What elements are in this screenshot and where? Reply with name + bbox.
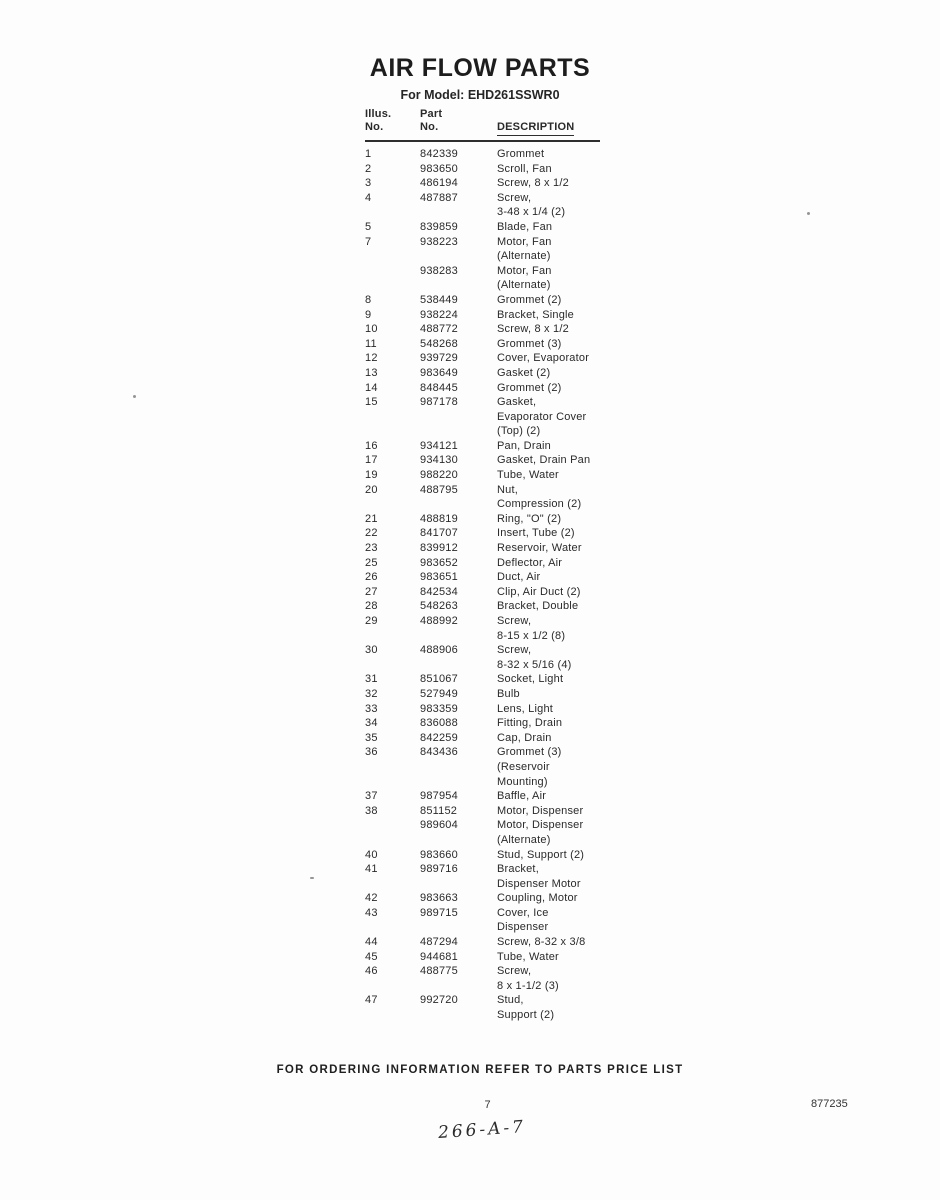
scan-speck	[310, 877, 314, 879]
description-cell	[497, 906, 600, 935]
illus-no-cell	[365, 264, 420, 293]
header-illus-line1: Illus.	[365, 108, 392, 120]
description-line: Ring, "O" (2)	[497, 512, 562, 525]
part-no-cell: 983359	[420, 702, 458, 715]
table-row	[365, 891, 600, 906]
table-row	[365, 906, 600, 935]
illus-no-cell: 45	[365, 950, 378, 963]
table-row	[365, 337, 600, 352]
part-no-cell: 842259	[420, 731, 458, 744]
header-description-label: DESCRIPTION	[497, 121, 574, 136]
description-line: Gasket (2)	[497, 366, 551, 379]
description-cell	[497, 191, 600, 220]
table-row	[365, 862, 600, 891]
illus-no-cell: 8	[365, 293, 372, 306]
table-row	[365, 162, 600, 177]
part-no-cell: 983650	[420, 162, 458, 175]
handwritten-note: 266-A-7	[437, 1116, 527, 1144]
description-line: Gasket, Drain Pan	[497, 454, 591, 467]
description-line: 8 x 1-1/2 (3)	[497, 979, 559, 992]
table-row	[365, 453, 600, 468]
table-row	[365, 483, 600, 512]
part-no-cell: 488772	[420, 323, 458, 336]
description-cell	[497, 993, 600, 1022]
table-row	[365, 293, 600, 308]
illus-no-cell: 26	[365, 571, 378, 584]
part-no-cell: 548263	[420, 600, 458, 613]
header-part-line2: No.	[420, 121, 439, 133]
illus-no-cell: 11	[365, 337, 377, 350]
illus-no-cell: 22	[365, 527, 378, 540]
table-row	[365, 789, 600, 804]
illus-no-cell: 42	[365, 892, 378, 905]
table-row	[365, 570, 600, 585]
table-row	[365, 848, 600, 863]
description-cell	[497, 541, 600, 556]
description-line: Screw,	[497, 965, 532, 978]
description-cell	[497, 672, 600, 687]
description-line: Reservoir, Water	[497, 542, 582, 555]
description-cell	[497, 308, 600, 323]
table-row	[365, 950, 600, 965]
description-line: Tube, Water	[497, 469, 559, 482]
description-cell	[497, 804, 600, 819]
part-no-cell: 848445	[420, 381, 458, 394]
description-line: Grommet (3)	[497, 746, 562, 759]
description-line: Deflector, Air	[497, 556, 563, 569]
header-part-line1: Part	[420, 108, 443, 120]
part-no-cell: 992720	[420, 994, 458, 1007]
header-illus-line2: No.	[365, 121, 384, 133]
description-line: 8-15 x 1/2 (8)	[497, 629, 566, 642]
description-line: Motor, Dispenser	[497, 819, 584, 832]
illus-no-cell: 5	[365, 220, 372, 233]
description-cell	[497, 862, 600, 891]
table-row	[365, 556, 600, 571]
part-no-cell: 487887	[420, 191, 458, 204]
illus-no-cell: 20	[365, 483, 378, 496]
scan-speck	[133, 395, 136, 398]
table-row	[365, 585, 600, 600]
illus-no-cell: 15	[365, 396, 378, 409]
description-cell	[497, 614, 600, 643]
description-cell	[497, 731, 600, 746]
illus-no-cell: 12	[365, 352, 378, 365]
table-row	[365, 322, 600, 337]
description-line: Dispenser	[497, 921, 549, 934]
description-line: Scroll, Fan	[497, 162, 552, 175]
description-cell	[497, 526, 600, 541]
illus-no-cell: 19	[365, 469, 378, 482]
part-no-cell: 488819	[420, 512, 458, 525]
description-line: Clip, Air Duct (2)	[497, 585, 581, 598]
table-row	[365, 351, 600, 366]
description-line: Cap, Drain	[497, 731, 552, 744]
table-row	[365, 468, 600, 483]
table-row	[365, 993, 600, 1022]
description-line: Baffle, Air	[497, 790, 547, 803]
illus-no-cell: 14	[365, 381, 378, 394]
header-description	[497, 108, 600, 136]
description-cell	[497, 702, 600, 717]
illus-no-cell: 47	[365, 994, 378, 1007]
description-cell	[497, 848, 600, 863]
description-line: Duct, Air	[497, 571, 541, 584]
illus-no-cell: 23	[365, 542, 378, 555]
description-cell	[497, 395, 600, 439]
table-row	[365, 672, 600, 687]
description-cell	[497, 176, 600, 191]
part-no-cell: 486194	[420, 177, 458, 190]
illus-no-cell: 38	[365, 804, 378, 817]
table-row	[365, 818, 600, 847]
description-line: Coupling, Motor	[497, 892, 578, 905]
description-line: Support (2)	[497, 1009, 555, 1022]
description-cell	[497, 366, 600, 381]
illus-no-cell: 3	[365, 177, 372, 190]
description-cell	[497, 512, 600, 527]
part-no-cell: 989604	[420, 819, 458, 832]
description-line: Evaporator Cover	[497, 410, 587, 423]
description-cell	[497, 599, 600, 614]
table-row	[365, 395, 600, 439]
table-row	[365, 220, 600, 235]
part-no-cell: 842534	[420, 585, 458, 598]
part-no-cell: 548268	[420, 337, 458, 350]
part-no-cell: 983651	[420, 571, 458, 584]
part-no-cell: 987954	[420, 790, 458, 803]
ordering-info-note: FOR ORDERING INFORMATION REFER TO PARTS PRICE LIST	[276, 1064, 684, 1076]
description-cell	[497, 162, 600, 177]
part-no-cell: 488775	[420, 965, 458, 978]
description-cell	[497, 585, 600, 600]
header-part-no	[420, 108, 497, 136]
description-line: Fitting, Drain	[497, 717, 563, 730]
description-line: Screw,	[497, 615, 532, 627]
description-cell	[497, 351, 600, 366]
illus-no-cell: 16	[365, 439, 378, 452]
part-no-cell: 938283	[420, 264, 458, 277]
description-cell	[497, 818, 600, 847]
description-line: Gasket,	[497, 396, 537, 409]
description-cell	[497, 220, 600, 235]
table-row	[365, 731, 600, 746]
description-line: Grommet (3)	[497, 337, 562, 350]
description-cell	[497, 235, 600, 264]
table-row	[365, 804, 600, 819]
part-no-cell: 843436	[420, 746, 458, 759]
description-cell	[497, 381, 600, 396]
description-cell	[497, 950, 600, 965]
illus-no-cell: 28	[365, 600, 378, 613]
description-line: 3-48 x 1/4 (2)	[497, 206, 566, 219]
part-no-cell: 839859	[420, 220, 458, 233]
part-no-cell: 989715	[420, 906, 458, 919]
part-no-cell: 839912	[420, 542, 458, 555]
table-row	[365, 745, 600, 789]
parts-table-body	[365, 142, 600, 1023]
description-cell	[497, 745, 600, 789]
illus-no-cell: 1	[365, 148, 372, 160]
header-spacer	[497, 108, 600, 121]
illus-no-cell: 25	[365, 556, 378, 569]
illus-no-cell: 41	[365, 863, 378, 876]
description-cell	[497, 891, 600, 906]
scan-speck	[807, 212, 810, 215]
description-line: Screw,	[497, 644, 532, 657]
part-no-cell: 938223	[420, 235, 458, 248]
table-row	[365, 366, 600, 381]
description-line: Bulb	[497, 687, 520, 700]
description-cell	[497, 264, 600, 293]
description-line: Grommet	[497, 148, 545, 160]
description-line: Screw, 8 x 1/2	[497, 323, 569, 336]
illus-no-cell: 21	[365, 512, 378, 525]
illus-no-cell: 7	[365, 235, 372, 248]
illus-no-cell: 2	[365, 162, 372, 175]
illus-no-cell: 9	[365, 308, 372, 321]
illus-no-cell	[365, 818, 420, 847]
table-row	[365, 191, 600, 220]
description-line: Cover, Evaporator	[497, 352, 590, 365]
part-no-cell: 488795	[420, 483, 458, 496]
description-line: Stud, Support (2)	[497, 848, 585, 861]
part-no-cell: 851067	[420, 673, 458, 686]
illus-no-cell: 31	[365, 673, 378, 686]
illus-no-cell: 29	[365, 615, 378, 627]
description-line: (Alternate)	[497, 833, 551, 846]
part-no-cell: 841707	[420, 527, 458, 540]
description-line: Cover, Ice	[497, 906, 549, 919]
description-line: Insert, Tube (2)	[497, 527, 575, 540]
header-illus-no	[365, 108, 420, 136]
description-cell	[497, 935, 600, 950]
illus-no-cell: 36	[365, 746, 378, 759]
part-no-cell: 488992	[420, 615, 458, 627]
description-line: Bracket,	[497, 863, 539, 876]
description-line: Bracket, Double	[497, 600, 579, 613]
parts-table	[365, 108, 600, 1023]
description-line: (Top) (2)	[497, 425, 541, 438]
part-no-cell: 934130	[420, 454, 458, 467]
table-row	[365, 235, 600, 264]
table-row	[365, 526, 600, 541]
illus-no-cell: 46	[365, 965, 378, 978]
table-row	[365, 308, 600, 323]
description-line: Screw, 8-32 x 3/8	[497, 936, 586, 949]
description-line: (Alternate)	[497, 250, 551, 263]
description-line: Motor, Dispenser	[497, 804, 584, 817]
description-cell	[497, 337, 600, 352]
description-line: (Reservoir	[497, 760, 550, 773]
illus-no-cell: 33	[365, 702, 378, 715]
description-line: Blade, Fan	[497, 220, 553, 233]
description-cell	[497, 687, 600, 702]
part-no-cell: 538449	[420, 293, 458, 306]
document-code: 877235	[811, 1098, 848, 1110]
description-cell	[497, 570, 600, 585]
table-row	[365, 264, 600, 293]
description-line: Grommet (2)	[497, 381, 562, 394]
table-row	[365, 702, 600, 717]
table-row	[365, 381, 600, 396]
part-no-cell: 983660	[420, 848, 458, 861]
table-header	[365, 108, 600, 142]
description-line: Motor, Fan	[497, 264, 552, 277]
description-line: Bracket, Single	[497, 308, 574, 321]
table-row	[365, 147, 600, 162]
description-line: Pan, Drain	[497, 439, 551, 452]
part-no-cell: 487294	[420, 936, 458, 949]
illus-no-cell: 37	[365, 790, 378, 803]
description-line: Tube, Water	[497, 950, 559, 963]
part-no-cell: 842339	[420, 148, 458, 160]
description-cell	[497, 964, 600, 993]
table-row	[365, 614, 600, 643]
description-cell	[497, 147, 600, 162]
illus-no-cell: 17	[365, 454, 378, 467]
part-no-cell: 989716	[420, 863, 458, 876]
description-cell	[497, 643, 600, 672]
description-line: Stud,	[497, 994, 524, 1007]
page-number: 7	[484, 1099, 491, 1111]
part-no-cell: 934121	[420, 439, 458, 452]
description-cell	[497, 556, 600, 571]
illus-no-cell: 40	[365, 848, 378, 861]
part-no-cell: 939729	[420, 352, 458, 365]
table-row	[365, 541, 600, 556]
table-row	[365, 716, 600, 731]
model-subtitle: For Model: EHD261SSWR0	[400, 88, 560, 102]
page-title: AIR FLOW PARTS	[369, 54, 591, 82]
description-line: Screw,	[497, 191, 532, 204]
part-no-cell: 987178	[420, 396, 458, 409]
description-line: Socket, Light	[497, 673, 564, 686]
part-no-cell: 944681	[420, 950, 458, 963]
part-no-cell: 988220	[420, 469, 458, 482]
description-line: Nut,	[497, 483, 518, 496]
illus-no-cell: 34	[365, 717, 378, 730]
table-row	[365, 512, 600, 527]
description-line: Dispenser Motor	[497, 877, 581, 890]
illus-no-cell: 13	[365, 366, 378, 379]
illus-no-cell: 35	[365, 731, 378, 744]
part-no-cell: 983649	[420, 366, 458, 379]
part-no-cell: 851152	[420, 804, 458, 817]
description-line: Compression (2)	[497, 498, 582, 511]
description-line: Mounting)	[497, 775, 548, 788]
description-cell	[497, 468, 600, 483]
part-no-cell: 938224	[420, 308, 458, 321]
description-line: 8-32 x 5/16 (4)	[497, 658, 572, 671]
illus-no-cell: 44	[365, 936, 378, 949]
table-row	[365, 176, 600, 191]
part-no-cell: 527949	[420, 687, 458, 700]
part-no-cell: 836088	[420, 717, 458, 730]
description-cell	[497, 789, 600, 804]
table-row	[365, 687, 600, 702]
illus-no-cell: 43	[365, 906, 378, 919]
description-cell	[497, 716, 600, 731]
part-no-cell: 983663	[420, 892, 458, 905]
description-cell	[497, 322, 600, 337]
table-row	[365, 964, 600, 993]
description-line: Screw, 8 x 1/2	[497, 177, 569, 190]
description-cell	[497, 453, 600, 468]
description-cell	[497, 439, 600, 454]
description-line: (Alternate)	[497, 279, 551, 292]
table-row	[365, 439, 600, 454]
illus-no-cell: 27	[365, 585, 378, 598]
illus-no-cell: 4	[365, 191, 372, 204]
description-line: Motor, Fan	[497, 235, 552, 248]
table-row	[365, 935, 600, 950]
part-no-cell: 983652	[420, 556, 458, 569]
table-row	[365, 643, 600, 672]
illus-no-cell: 10	[365, 323, 378, 336]
part-no-cell: 488906	[420, 644, 458, 657]
description-cell	[497, 483, 600, 512]
description-line: Grommet (2)	[497, 293, 562, 306]
illus-no-cell: 30	[365, 644, 378, 657]
illus-no-cell: 32	[365, 687, 378, 700]
description-cell	[497, 293, 600, 308]
table-row	[365, 599, 600, 614]
description-line: Lens, Light	[497, 702, 554, 715]
